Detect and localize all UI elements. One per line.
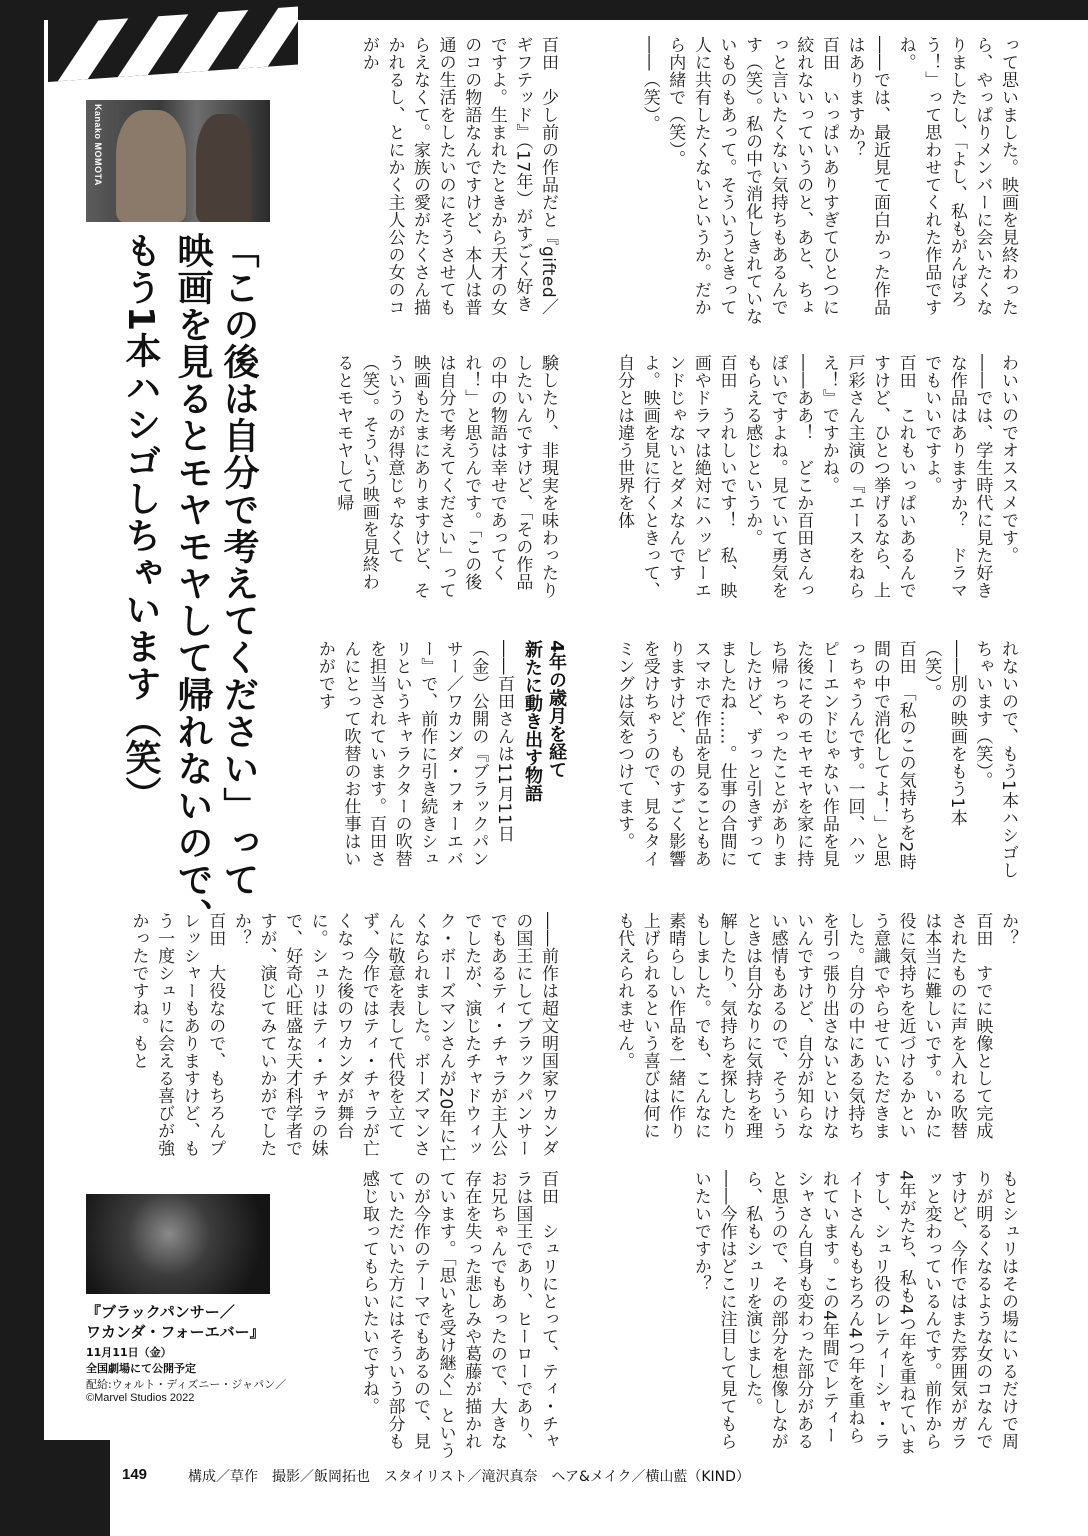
paragraph: 験したり、非現実を味わったりしたいんですけど、「その作品の中の物語は幸せであってくれ！」と思うんです。「この後は自分で考えてください」って映画もたまにありますけど、そういうのが得意じゃなくて（笑）。そういう映画を見終わるとモヤモヤして帰 <box>333 354 558 599</box>
article-block-top-right <box>560 36 1020 326</box>
staff-credits: 構成／草作 撮影／飯岡拓也 スタイリスト／滝沢真奈 ヘア&メイク／横山藍（KIND） <box>188 1469 750 1485</box>
portrait-photo <box>86 100 270 222</box>
article-block-mid-right <box>560 354 1020 606</box>
paragraph: ――別の映画をもう1本（笑）。 <box>921 640 967 827</box>
article-block-low-right <box>570 640 1020 880</box>
section-subheading: 4年の歳月を経て 新たに動き出す物語 <box>522 640 567 802</box>
movie-title: 『ブラックパンサー／ ワカンダ・フォーエバー』 <box>86 1303 265 1341</box>
paragraph: ――前作は超文明国家ワカンダの国王にしてブラックパンサーでもあるティ・チャラが主人公でしたが、演じたチャドウィック・ボーズマンさんが20年に亡くなられました。ボーズマンさんに敬意を表して代役を立てず、今作ではティ・チャラが亡くなった後のワカンダが舞台に。シュリはティ・チャラの妹で、好奇心旺盛な天才科学者ですが、演じてみていかがでしたか？ <box>230 912 558 1163</box>
bottom-black-step <box>44 1440 110 1492</box>
article-block-end-right <box>560 1170 1020 1460</box>
clapper-stripe <box>118 14 189 77</box>
movie-distributor: 配給:ウォルト・ディズニー・ジャパン／ <box>86 1378 287 1391</box>
paragraph: 百田 いっぱいありすぎてひとつに絞れないっていうのと、あと、ちょっと言いたくない気持ちもあるんです（笑）。私の中で消化しきれていないものもあって。そういうときって人に共有したくないというか。だから内緒で（笑）。 <box>665 36 839 325</box>
article-block-bottom-right <box>560 912 1020 1142</box>
paragraph: 百田 少し前の作品だと『gifted／ギフテッド』（17年）がすごく好きですよ。生まれたときから天才の女のコの物語なんですけど、本人は普通の生活をしたいのにそうさせてもらえなくて。家族の愛がたくさん描かれるし、とにかく主人公の女のコがか <box>358 36 558 316</box>
paragraph: ――では、学生時代に見た好きな作品はありますか？ ドラマでもいいですよ。 <box>921 354 993 599</box>
paragraph: もとシュリはその場にいるだけで周りが明るくなるような女のコなんですけど、今作ではまた雰囲気がガラッと変わっているんです。前作から4年がたち、私も4つ年を重ねていますし、シュリ役のレティーシャ・ライトさんももちろん4つ年を重ねられています。この4年間でレティーシャさん自身も変わった部分があると思うので、その部分を想像しながら、私もシュリを演じました。 <box>742 1170 1018 1456</box>
movie-copyright: ©Marvel Studios 2022 <box>86 1392 195 1404</box>
photo-credit: Kanako MOMOTA <box>93 104 103 186</box>
headline-line-3: もう1本ハシゴしちゃいます（笑） <box>120 232 161 814</box>
person-silhouette <box>116 110 186 222</box>
paragraph: ――ああ！ どこか百田さんっぽいですよね。見ていて勇気をもらえる感じというか。 <box>742 354 814 599</box>
article-block-end-left <box>286 1170 560 1460</box>
page-number: 149 <box>122 1466 148 1483</box>
left-black-rail <box>0 20 44 1492</box>
paragraph: 百田 大役なので、もちろんプレッシャーもありますけど、もう一度シュリに会える喜びが強かったですね。もと <box>128 912 226 1157</box>
movie-release-date: 11月11日（金） <box>86 1346 172 1359</box>
person-silhouette <box>196 114 252 222</box>
clapper-stripe <box>238 6 298 69</box>
article-block-low-left <box>306 640 516 880</box>
paragraph: れないので、もう1本ハシゴしちゃいます（笑）。 <box>972 640 1018 879</box>
article-block-top-left <box>306 36 560 326</box>
paragraph: 百田 うれしいです！ 私、映画やドラマは絶対にハッピーエンドじゃないとダメなんですよ。映画を見に行くときって、自分とは違う世界を体 <box>614 354 737 599</box>
paragraph: わいいのでオススメです。 <box>998 354 1018 564</box>
paragraph: ――百田さんは11月11日（金）公開の『ブラックパンサー／ワカンダ・フォーエバー』で、前作に引き続きシュリというキャラクターの吹替を担当されています。百田さんにとって吹替のお仕事はいかがです <box>314 640 514 868</box>
bottom-black-rail <box>0 1492 110 1536</box>
clapper-stripe <box>178 10 249 73</box>
article-block-mid-left <box>306 354 560 606</box>
paragraph: 百田 シュリにとって、ティ・チャラは国王であり、ヒーローであり、お兄ちゃんでもあったので、大きな存在を失った悲しみや葛藤が描かれています。「思いを受け継ぐ」というのが今作のテーマでもあるので、見ていただいた方にはそういう部分も感じ取ってもらいたいですね。 <box>358 1170 558 1459</box>
paragraph: ――では、最近見て面白かった作品はありますか？ <box>844 36 891 316</box>
headline-line-2: 映画を見るとモヤモヤして帰れないので、 <box>172 232 213 935</box>
paragraph: って思いました。映画を見終わったら、やっぱりメンバーに会いたくなりましたし、「よし、私もがんばろう！」って思わせてくれた作品ですね。 <box>895 36 1018 316</box>
paragraph: 百田 これもいっぱいあるんですけど、ひとつ挙げるなら、上戸彩さん主演の『エースをねらえ！』ですかね。 <box>818 354 916 599</box>
paragraph: か？ <box>998 912 1018 947</box>
paragraph: ――（笑）。 <box>639 36 660 133</box>
clapper-stripe <box>58 18 129 81</box>
paragraph: 百田 「私のこの気持ちを2時間の中で消化してよ！」と思っちゃうんです。一回、ハッピーエンドじゃない作品を見た後にそのモヤモヤを家に持ち帰っちゃったことがありましたけど、ずっと引きずってましたね……。仕事の合間にスマホで作品を見ることもありますけど、ものすごく影響を受けちゃうので、見るタイミングは気をつけてます。 <box>614 640 916 871</box>
movie-still-image <box>86 1194 270 1294</box>
article-block-bottom-left <box>86 912 560 1172</box>
paragraph: 百田 すでに映像として完成されたものに声を入れる吹替は本当に難しいです。いかに役に気持ちを近づけるかという意識でやらせていただきました。自分の中にある気持ちを引っ張り出さないといけないんですけど、自分が知らない感情もあるので、そういうときは自分なりに気持ちを理解したり、気持ちを探したりもしました。でも、こんなに素晴らしい作品を一緒に作り上げられるという喜びは何にも代えられません。 <box>614 912 993 1140</box>
headline-line-1: 「この後は自分で考えてください」って <box>218 232 259 898</box>
paragraph: ――今作はどこに注目して見てもらいたいですか？ <box>690 1170 737 1450</box>
movie-release-note: 全国劇場にて公開予定 <box>86 1362 196 1375</box>
